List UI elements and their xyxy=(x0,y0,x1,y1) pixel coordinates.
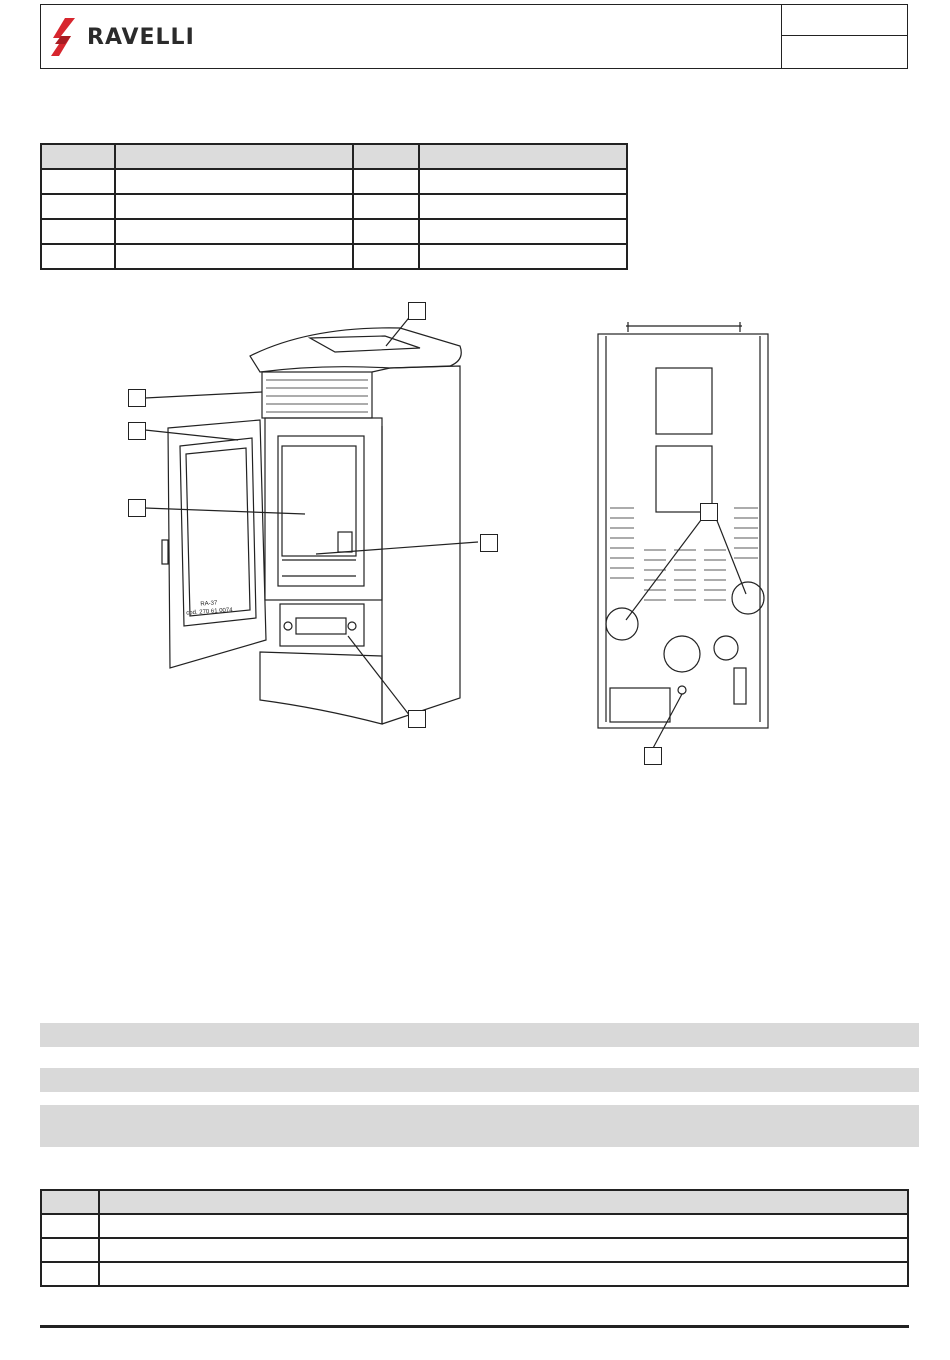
table-cell xyxy=(41,194,115,219)
table-cell xyxy=(99,1214,908,1238)
table-cell xyxy=(419,244,627,269)
stove-back-drawing xyxy=(590,318,780,770)
header-meta xyxy=(781,5,907,68)
table-cell xyxy=(41,169,115,194)
table-cell xyxy=(353,169,419,194)
table-cell xyxy=(99,1238,908,1262)
table-cell xyxy=(41,244,115,269)
table-cell xyxy=(99,1262,908,1286)
table-cell xyxy=(353,194,419,219)
table-row xyxy=(41,169,627,194)
callout-box xyxy=(128,422,146,440)
table-row xyxy=(41,1262,908,1286)
table-cell xyxy=(41,1262,99,1286)
table-header-cell xyxy=(419,144,627,169)
table-header-cell xyxy=(99,1190,908,1214)
door-label-model: RA-37 xyxy=(200,600,218,608)
table-cell xyxy=(115,219,353,244)
table-cell xyxy=(419,194,627,219)
door-label xyxy=(185,598,232,617)
table-cell xyxy=(419,219,627,244)
callout-box xyxy=(408,710,426,728)
stove-front-drawing xyxy=(120,296,510,732)
brand-logo xyxy=(51,17,195,57)
table-cell xyxy=(41,1214,99,1238)
callout-box xyxy=(644,747,662,765)
table-row xyxy=(41,1214,908,1238)
table-header-cell xyxy=(41,1190,99,1214)
table-cell xyxy=(353,244,419,269)
callout-box xyxy=(480,534,498,552)
tech-table xyxy=(40,143,628,270)
table-header-cell xyxy=(41,144,115,169)
section-bar xyxy=(40,1068,919,1092)
section-bar xyxy=(40,1105,919,1147)
table-row xyxy=(41,219,627,244)
callout-box xyxy=(128,389,146,407)
table-cell xyxy=(115,194,353,219)
table-cell xyxy=(115,244,353,269)
brand-name: RAVELLI xyxy=(87,24,195,50)
callout-box xyxy=(128,499,146,517)
table-header-cell xyxy=(115,144,353,169)
table-cell xyxy=(115,169,353,194)
table-cell xyxy=(419,169,627,194)
callout-box xyxy=(700,503,718,521)
footer-rule xyxy=(40,1325,909,1328)
header-meta-bottom xyxy=(782,36,907,67)
section-bar xyxy=(40,1023,919,1047)
table-row xyxy=(41,1238,908,1262)
table-header-cell xyxy=(353,144,419,169)
table-row xyxy=(41,194,627,219)
door-label-code: cod. 270 61 0074 xyxy=(186,607,233,617)
bottom-table xyxy=(40,1189,909,1287)
table-cell xyxy=(41,1238,99,1262)
table-row xyxy=(41,244,627,269)
table-header-row xyxy=(41,1190,908,1214)
table-cell xyxy=(41,219,115,244)
table-header-row xyxy=(41,144,627,169)
callout-box xyxy=(408,302,426,320)
document-header xyxy=(40,4,908,69)
ravelli-logo-icon xyxy=(51,18,77,56)
table-cell xyxy=(353,219,419,244)
header-meta-top xyxy=(782,5,907,36)
